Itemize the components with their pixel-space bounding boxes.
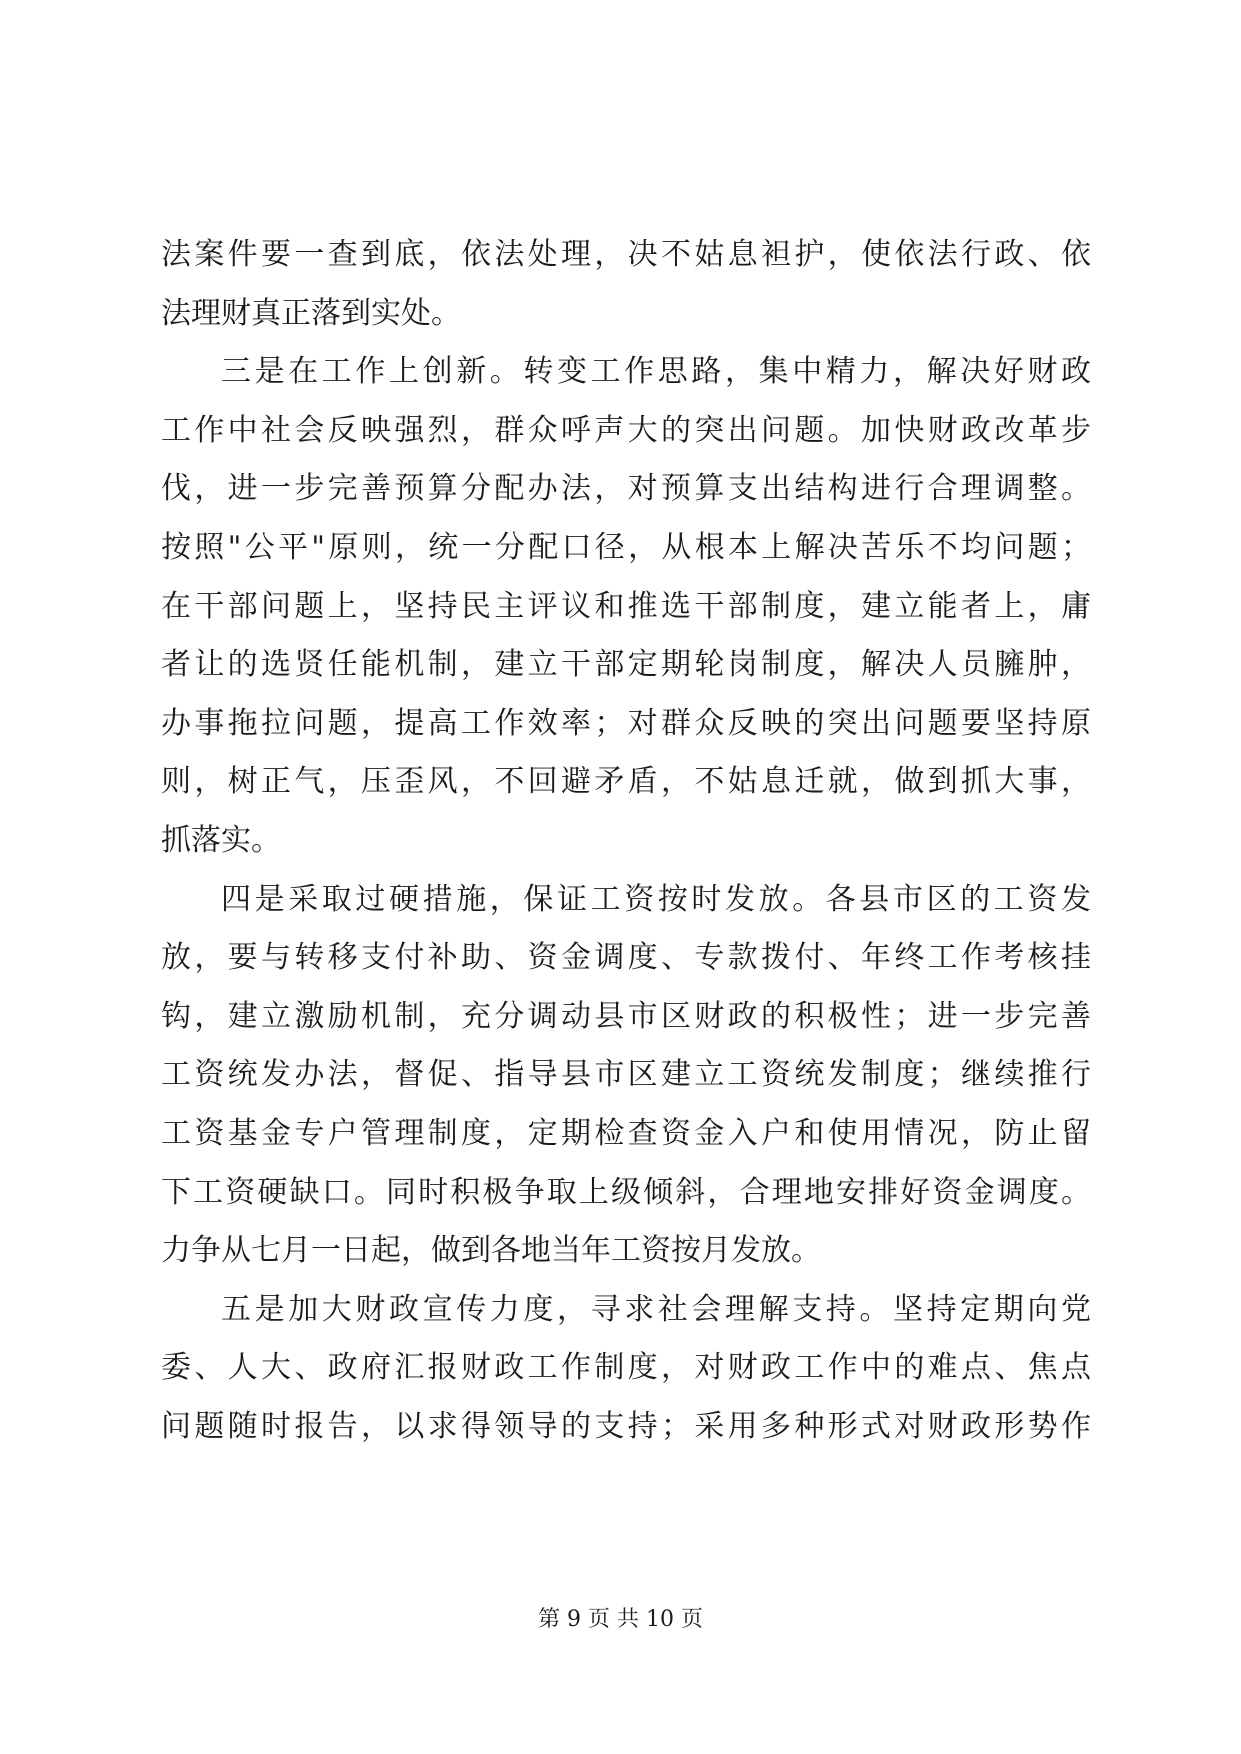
text-line: 钩，建立激励机制，充分调动县市区财政的积极性；进一步完善 (161, 998, 1091, 1034)
text-line: 委、人大、政府汇报财政工作制度，对财政工作中的难点、焦点 (161, 1350, 1091, 1386)
text-line: 在干部问题上，坚持民主评议和推选干部制度，建立能者上，庸 (161, 588, 1091, 624)
text-line: 按照"公平"原则，统一分配口径，从根本上解决苦乐不均问题； (161, 529, 1091, 565)
text-line: 工资统发办法，督促、指导县市区建立工资统发制度；继续推行 (161, 1057, 1091, 1093)
page-number-footer: 第 9 页 共 10 页 (538, 1607, 703, 1632)
text-line: 伐，进一步完善预算分配办法，对预算支出结构进行合理调整。 (161, 471, 1091, 507)
text-line: 法理财真正落到实处。 (161, 295, 461, 331)
paragraph-first-line: 四是采取过硬措施，保证工资按时发放。各县市区的工资发 (221, 881, 1091, 917)
text-line: 抓落实。 (161, 822, 281, 858)
text-line: 者让的选贤任能机制，建立干部定期轮岗制度，解决人员臃肿， (161, 647, 1091, 683)
text-line: 放，要与转移支付补助、资金调度、专款拨付、年终工作考核挂 (161, 940, 1091, 976)
body-text (161, 226, 1091, 1456)
text-line: 下工资硬缺口。同时积极争取上级倾斜，合理地安排好资金调度。 (161, 1174, 1091, 1210)
text-line: 工资基金专户管理制度，定期检查资金入户和使用情况，防止留 (161, 1115, 1091, 1151)
text-line: 法案件要一查到底，依法处理，决不姑息袒护，使依法行政、依 (161, 237, 1091, 272)
text-line: 工作中社会反映强烈，群众呼声大的突出问题。加快财政改革步 (161, 412, 1091, 448)
text-line: 力争从七月一日起，做到各地当年工资按月发放。 (161, 1233, 821, 1269)
text-line: 则，树正气，压歪风，不回避矛盾，不姑息迁就，做到抓大事， (161, 764, 1091, 800)
text-line: 问题随时报告，以求得领导的支持；采用多种形式对财政形势作 (161, 1408, 1091, 1444)
paragraph-first-line: 三是在工作上创新。转变工作思路，集中精力，解决好财政 (221, 354, 1091, 390)
paragraph-first-line: 五是加大财政宣传力度，寻求社会理解支持。坚持定期向党 (221, 1291, 1091, 1327)
text-line: 办事拖拉问题，提高工作效率；对群众反映的突出问题要坚持原 (161, 705, 1091, 741)
